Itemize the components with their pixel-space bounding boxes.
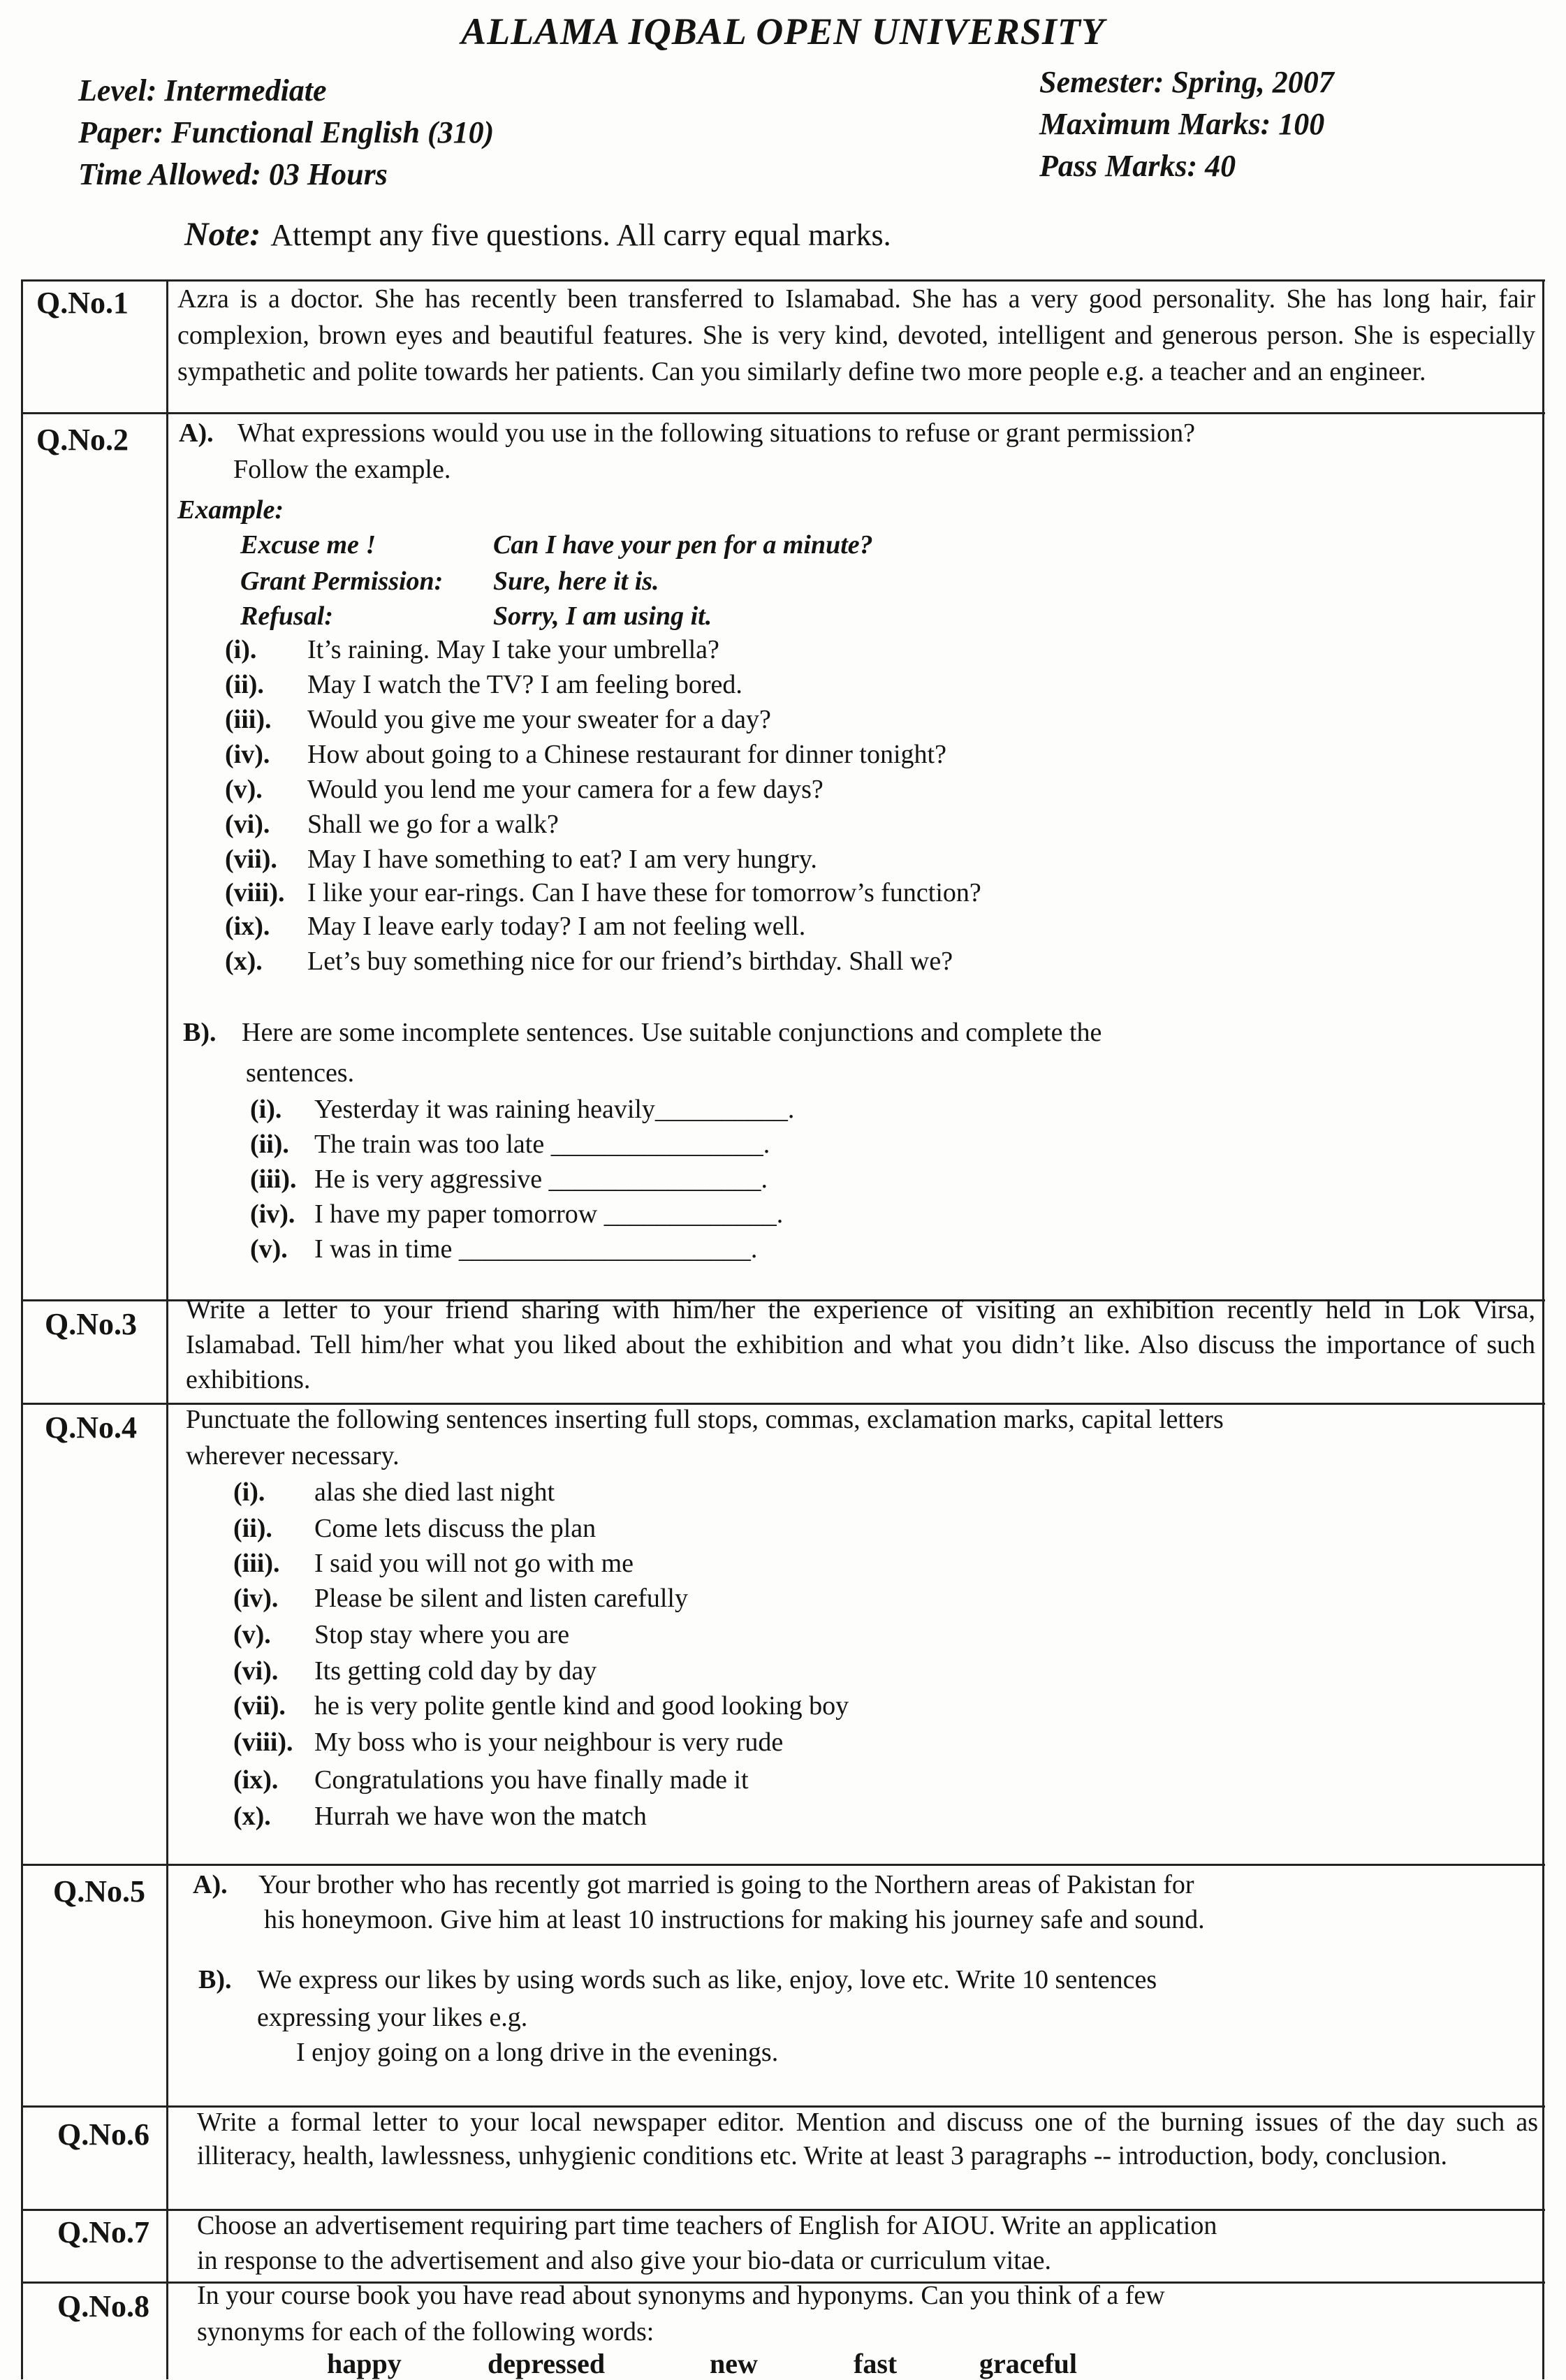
item-number: (v). [233,1620,271,1649]
list-item [233,1765,749,1795]
level-line: Level: Intermediate [78,73,327,108]
example-value: Sure, here it is. [493,567,659,596]
list-item [250,1234,757,1264]
table-border-left [21,281,23,2379]
note [184,215,891,254]
item-text: Its getting cold day by day [314,1656,597,1686]
part-text: sentences. [246,1058,355,1088]
item-text: Please be silent and listen carefully [314,1584,688,1613]
item-text: Let’s buy something nice for our friend’s birthday. Shall we? [307,947,953,976]
list-item [250,1199,783,1229]
word: fast [854,2348,898,2379]
part-marker: B). [183,1018,217,1047]
item-text: Yesterday it was raining heavily__________. [314,1095,795,1124]
item-number: (iv). [233,1584,279,1613]
item-number: (ix). [233,1765,279,1795]
part-b [198,1964,1157,1995]
item-text: The train was too late ________________. [314,1130,770,1159]
item-text: Come lets discuss the plan [314,1514,597,1543]
item-text: Hurrah we have won the match [314,1802,647,1831]
list-item [225,844,817,875]
word: happy [327,2348,402,2379]
question-text: Choose an advertisement requiring part time teachers of English for AIOU. Write an application [197,2211,1217,2240]
item-text: It’s raining. May I take your umbrella? [307,635,719,664]
item-text: Would you give me your sweater for a day? [307,705,771,734]
item-text: May I watch the TV? I am feeling bored. [307,670,742,699]
item-text: I was in time ______________________. [314,1234,758,1264]
item-text: Congratulations you have finally made it [314,1765,749,1795]
list-item [250,1164,768,1195]
list-item [225,877,981,908]
question-text: Write a formal letter to your local newspaper editor. Mention and discuss one of the burning issues of the day such as illiteracy, health, lawlessness, unhygienic conditions etc. Write at least 3 paragraphs -- introduction, body, conclusion. [197,2108,1538,2170]
item-text: I said you will not go with me [314,1549,634,1578]
item-text: I have my paper tomorrow _____________. [314,1199,784,1229]
item-number: (viii). [233,1728,293,1757]
list-item [233,1656,597,1686]
list-item [225,739,946,770]
list-item [233,1583,688,1614]
row-divider [21,412,1545,414]
item-number: (i). [233,1477,265,1507]
part-marker: B). [198,1965,232,1994]
question-label: Q.No.2 [36,423,129,457]
list-item [225,946,953,977]
question-text: wherever necessary. [186,1441,400,1470]
item-text: alas she died last night [314,1477,555,1507]
item-number: (iii). [233,1549,280,1578]
time-line: Time Allowed: 03 Hours [78,157,388,191]
part-marker: A). [193,1870,228,1899]
part-text: Follow the example. [233,455,451,484]
question-label: Q.No.8 [57,2289,149,2323]
part-text: expressing your likes e.g. [257,2003,528,2032]
item-number: (x). [225,947,263,976]
table-border-right [1542,281,1544,2379]
part-text: What expressions would you use in the following situations to refuse or grant permission? [237,418,1195,448]
part-marker: A). [179,418,214,448]
part-text: We express our likes by using words such as like, enjoy, love etc. Write 10 sentences [257,1965,1157,1994]
item-number: (vii). [225,845,277,874]
item-text: May I have something to eat? I am very hungry. [307,845,817,874]
question-label: Q.No.5 [53,1874,145,1908]
question-label: Q.No.1 [36,286,129,320]
item-number: (iii). [250,1165,297,1194]
question-label: Q.No.3 [45,1307,137,1341]
question-text: Punctuate the following sentences inserting full stops, commas, exclamation marks, capital letters [186,1405,1224,1434]
example-key: Refusal: [240,601,333,631]
item-text: Would you lend me your camera for a few days? [307,775,824,804]
max-marks-line: Maximum Marks: 100 [1039,107,1325,141]
item-number: (iii). [225,705,272,734]
list-item [225,669,742,700]
item-number: (v). [225,775,263,804]
part-a [179,418,1195,448]
list-item [225,809,559,840]
paper-line: Paper: Functional English (310) [78,115,495,149]
row-divider [21,1864,1545,1866]
item-number: (ix). [225,912,270,941]
list-item [233,1513,596,1544]
part-text: his honeymoon. Give him at least 10 instructions for making his journey safe and sound. [264,1905,1205,1934]
question-text: In your course book you have read about synonyms and hyponyms. Can you think of a few [197,2281,1165,2310]
question-text: Azra is a doctor. She has recently been transferred to Islamabad. She has a very good personality. She has long hair, fair complexion, brown eyes and beautiful features. She is very kind, devoted, intelligent and generous person. She is especially sympathetic and polite towards her patients. Can you similarly define two more people e.g. a teacher and an engineer. [177,284,1535,386]
item-number: (viii). [225,878,285,907]
list-item [233,1619,569,1650]
part-b [183,1017,1102,1048]
item-number: (ii). [250,1130,289,1159]
item-number: (vi). [233,1656,279,1686]
list-item [225,634,719,665]
item-number: (vii). [233,1691,286,1721]
question-text: synonyms for each of the following words: [197,2317,654,2346]
list-item [225,774,824,805]
part-text: I enjoy going on a long drive in the evenings. [296,2038,779,2067]
pass-marks-line: Pass Marks: 40 [1039,149,1236,183]
item-text: How about going to a Chinese restaurant for dinner tonight? [307,740,946,769]
item-number: (iv). [225,740,270,769]
item-text: My boss who is your neighbour is very rude [314,1728,784,1757]
item-number: (x). [233,1802,271,1831]
part-text: Your brother who has recently got married is going to the Northern areas of Pakistan for [258,1870,1194,1899]
university-title: ALLAMA IQBAL OPEN UNIVERSITY [461,10,1105,52]
item-number: (iv). [250,1199,295,1229]
list-item [250,1129,770,1160]
question-label: Q.No.7 [57,2215,149,2249]
list-item [250,1094,794,1125]
list-item [233,1727,783,1758]
word: graceful [979,2348,1077,2379]
semester-line: Semester: Spring, 2007 [1039,65,1334,99]
list-item [233,1548,634,1579]
list-item [233,1801,647,1832]
exam-info-left [78,70,494,196]
item-text: May I leave early today? I am not feeling well. [307,912,806,941]
question-label: Q.No.4 [45,1410,137,1445]
list-item [233,1691,849,1721]
item-text: I like your ear-rings. Can I have these for tomorrow’s function? [307,878,981,907]
item-number: (i). [250,1095,282,1124]
item-number: (v). [250,1234,288,1264]
example-value: Sorry, I am using it. [493,601,712,631]
exam-info-right [1039,61,1334,187]
item-text: he is very polite gentle kind and good looking boy [314,1691,849,1721]
part-a [193,1869,1194,1900]
item-number: (ii). [225,670,264,699]
item-number: (ii). [233,1514,272,1543]
example-key: Excuse me ! [240,530,376,560]
item-number: (i). [225,635,257,664]
item-text: He is very aggressive ________________. [314,1165,768,1194]
item-text: Shall we go for a walk? [307,810,559,839]
example-value: Can I have your pen for a minute? [493,530,873,560]
list-item [225,911,805,942]
list-item [225,704,771,735]
example-label: Example: [177,495,284,525]
list-item [233,1477,555,1507]
item-text: Stop stay where you are [314,1620,570,1649]
question-text: in response to the advertisement and also give your bio-data or curriculum vitae. [197,2246,1052,2275]
question-label: Q.No.6 [57,2117,149,2152]
word-list [327,2347,1077,2380]
part-text: Here are some incomplete sentences. Use suitable conjunctions and complete the [242,1018,1102,1047]
word: new [710,2348,758,2379]
word: depressed [488,2348,606,2379]
note-label: Note: [184,216,261,253]
note-text: Attempt any five questions. All carry equal marks. [270,218,891,252]
table-column-divider [166,281,168,2379]
example-key: Grant Permission: [240,567,444,596]
item-number: (vi). [225,810,270,839]
question-text: Write a letter to your friend sharing with him/her the experience of visiting an exhibition recently held in Lok Virsa, Islamabad. Tell him/her what you liked about the exhibition and what you didn’t like. Also discuss the importance of such exhibitions. [186,1295,1535,1394]
